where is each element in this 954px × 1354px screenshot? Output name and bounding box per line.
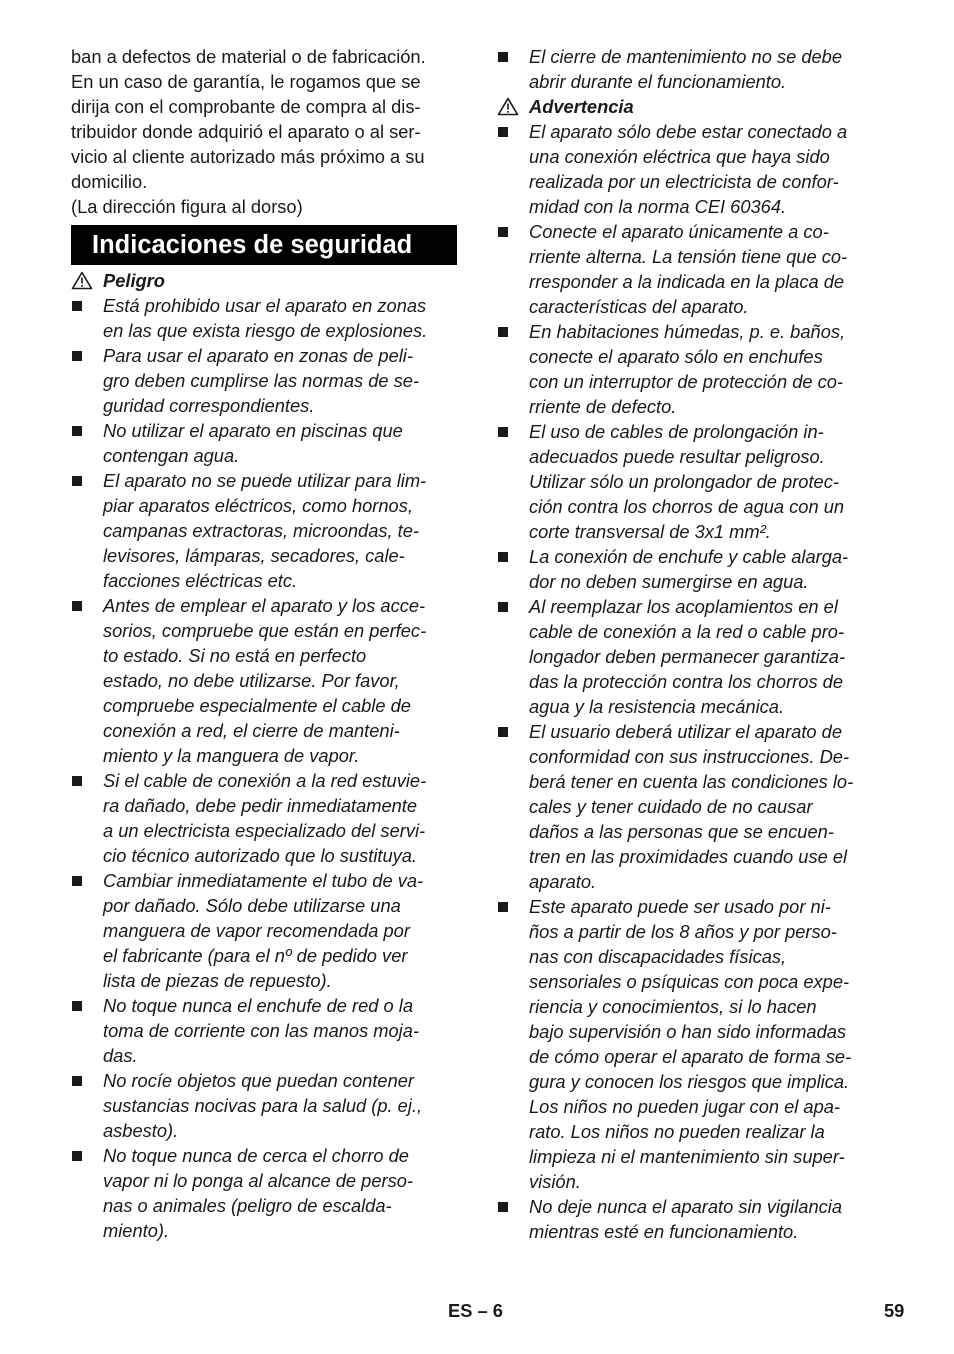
list-item-line: En habitaciones húmedas, p. e. baños, <box>529 321 846 342</box>
list-item-line: nas con discapacidades físicas, <box>529 946 787 967</box>
list-item <box>71 343 461 418</box>
list-item-line: rriente alterna. La tensión tiene que co- <box>529 246 848 267</box>
list-item-line: abrir durante el funcionamiento. <box>529 71 787 92</box>
list-item <box>71 293 461 343</box>
list-item-line: el fabricante (para el nº de pedido ver <box>103 945 408 966</box>
list-item-line: corte transversal de 3x1 mm². <box>529 521 771 542</box>
list-item-line: guridad correspondientes. <box>103 395 315 416</box>
list-item-line: rato. Los niños no pueden realizar la <box>529 1121 825 1142</box>
warning-triangle-icon <box>71 271 93 290</box>
list-item-line: mientras esté en funcionamiento. <box>529 1221 799 1242</box>
danger-list-continued <box>497 44 889 94</box>
list-item-line: No deje nunca el aparato sin vigilancia <box>529 1196 843 1217</box>
list-item <box>497 894 889 1194</box>
list-item-line: to estado. Si no está en perfecto <box>103 645 367 666</box>
bullet-square-icon <box>72 426 82 436</box>
bullet-square-icon <box>72 351 82 361</box>
list-item-line: das. <box>103 1045 138 1066</box>
list-item-line: gro deben cumplirse las normas de se- <box>103 370 420 391</box>
section-heading: Indicaciones de seguridad <box>71 225 457 265</box>
list-item <box>497 219 889 319</box>
list-item-line: miento). <box>103 1220 170 1241</box>
warning-triangle-icon <box>497 97 519 116</box>
list-item-line: El aparato sólo debe estar conectado a <box>529 121 848 142</box>
list-item-line: El aparato no se puede utilizar para lim- <box>103 470 427 491</box>
bullet-square-icon <box>72 476 82 486</box>
list-item <box>71 468 461 593</box>
warranty-paragraph: ban a defectos de material o de fabricación. En un caso de garantía, le rogamos que se dirija con el comprobante de compra al dis- tribuidor donde adquirió el aparato o al ser- vicio al cliente autorizado más próximo a su domicilio. (La dirección figura al dorso) <box>71 46 426 217</box>
list-item-line: agua y la resistencia mecánica. <box>529 696 785 717</box>
list-item-line: El uso de cables de prolongación in- <box>529 421 824 442</box>
danger-label: Peligro <box>71 268 461 293</box>
list-item-line: características del aparato. <box>529 296 749 317</box>
bullet-square-icon <box>498 327 508 337</box>
list-item-line: contengan agua. <box>103 445 240 466</box>
list-item-line: berá tener en cuenta las condiciones lo- <box>529 771 854 792</box>
bullet-square-icon <box>72 876 82 886</box>
caution-list <box>497 119 889 1244</box>
bullet-square-icon <box>72 1076 82 1086</box>
list-item-line: piar aparatos eléctricos, como hornos, <box>103 495 413 516</box>
list-item <box>497 119 889 219</box>
right-column <box>497 44 889 1244</box>
bullet-square-icon <box>498 902 508 912</box>
list-item-line: Si el cable de conexión a la red estuvie- <box>103 770 427 791</box>
list-item-line: sorios, compruebe que están en perfec- <box>103 620 427 641</box>
section-page-label: ES – 6 <box>448 1300 503 1321</box>
list-item <box>497 44 889 94</box>
danger-list <box>71 293 461 1243</box>
list-item <box>497 544 889 594</box>
list-item-line: No toque nunca de cerca el chorro de <box>103 1145 409 1166</box>
list-item-line: campanas extractoras, microondas, te- <box>103 520 419 541</box>
bullet-square-icon <box>498 227 508 237</box>
list-item <box>71 1068 461 1143</box>
list-item-line: conecte el aparato sólo en enchufes <box>529 346 823 367</box>
list-item-line: midad con la norma CEI 60364. <box>529 196 787 217</box>
caution-label: Advertencia <box>497 94 889 119</box>
list-item <box>497 594 889 719</box>
bullet-square-icon <box>72 1001 82 1011</box>
list-item-line: adecuados puede resultar peligroso. <box>529 446 825 467</box>
list-item-line: daños a las personas que se encuen- <box>529 821 834 842</box>
list-item <box>71 1143 461 1243</box>
list-item <box>497 419 889 544</box>
list-item-line: dor no deben sumergirse en agua. <box>529 571 809 592</box>
bullet-square-icon <box>498 727 508 737</box>
list-item-line: por dañado. Sólo debe utilizarse una <box>103 895 401 916</box>
bullet-square-icon <box>498 1202 508 1212</box>
list-item-line: limpieza ni el mantenimiento sin super- <box>529 1146 845 1167</box>
list-item-line: estado, no debe utilizarse. Por favor, <box>103 670 400 691</box>
list-item-line: Este aparato puede ser usado por ni- <box>529 896 831 917</box>
list-item <box>497 1194 889 1244</box>
list-item-line: sustancias nocivas para la salud (p. ej., <box>103 1095 423 1116</box>
list-item-line: No rocíe objetos que puedan contener <box>103 1070 415 1091</box>
bullet-square-icon <box>72 601 82 611</box>
list-item-line: tren en las proximidades cuando use el <box>529 846 848 867</box>
list-item-line: Cambiar inmediatamente el tubo de va- <box>103 870 424 891</box>
bullet-square-icon <box>498 552 508 562</box>
list-item-line: de cómo operar el aparato de forma se- <box>529 1046 852 1067</box>
left-column <box>71 44 461 1243</box>
list-item-line: El usuario deberá utilizar el aparato de <box>529 721 843 742</box>
list-item <box>71 418 461 468</box>
bullet-square-icon <box>498 427 508 437</box>
list-item-line: con un interruptor de protección de co- <box>529 371 844 392</box>
list-item-line: compruebe especialmente el cable de <box>103 695 411 716</box>
list-item-line: Para usar el aparato en zonas de peli- <box>103 345 413 366</box>
bullet-square-icon <box>498 602 508 612</box>
list-item-line: levisores, lámparas, secadores, cale- <box>103 545 405 566</box>
list-item-line: cales y tener cuidado de no causar <box>529 796 813 817</box>
list-item-line: rresponder a la indicada en la placa de <box>529 271 845 292</box>
list-item-line: sensoriales o psíquicas con poca expe- <box>529 971 850 992</box>
list-item <box>71 868 461 993</box>
list-item-line: nas o animales (peligro de escalda- <box>103 1195 392 1216</box>
list-item-line: ción contra los chorros de agua con un <box>529 496 845 517</box>
list-item-line: conformidad con sus instrucciones. De- <box>529 746 850 767</box>
list-item-line: rriente de defecto. <box>529 396 677 417</box>
list-item-line: das la protección contra los chorros de <box>529 671 843 692</box>
list-item-line: aparato. <box>529 871 597 892</box>
list-item <box>71 768 461 868</box>
list-item-line: a un electricista especializado del servi- <box>103 820 426 841</box>
list-item-line: Antes de emplear el aparato y los acce- <box>103 595 426 616</box>
page-number: 59 <box>884 1300 905 1321</box>
list-item-line: una conexión eléctrica que haya sido <box>529 146 830 167</box>
list-item-line: Conecte el aparato únicamente a co- <box>529 221 829 242</box>
list-item-line: Está prohibido usar el aparato en zonas <box>103 295 427 316</box>
list-item-line: asbesto). <box>103 1120 179 1141</box>
list-item-line: Los niños no pueden jugar con el apa- <box>529 1096 841 1117</box>
list-item-line: cable de conexión a la red o cable pro- <box>529 621 845 642</box>
list-item-line: No toque nunca el enchufe de red o la <box>103 995 413 1016</box>
list-item-line: Al reemplazar los acoplamientos en el <box>529 596 838 617</box>
list-item <box>497 719 889 894</box>
list-item <box>71 593 461 768</box>
list-item-line: longador deben permanecer garantiza- <box>529 646 846 667</box>
list-item-line: visión. <box>529 1171 581 1192</box>
list-item-line: cio técnico autorizado que lo sustituya. <box>103 845 418 866</box>
bullet-square-icon <box>498 52 508 62</box>
list-item-line: El cierre de mantenimiento no se debe <box>529 46 842 67</box>
list-item-line: gura y conocen los riesgos que implica. <box>529 1071 850 1092</box>
list-item-line: facciones eléctricas etc. <box>103 570 298 591</box>
list-item-line: realizada por un electricista de confor- <box>529 171 839 192</box>
bullet-square-icon <box>72 1151 82 1161</box>
list-item-line: en las que exista riesgo de explosiones. <box>103 320 428 341</box>
bullet-square-icon <box>498 127 508 137</box>
list-item-line: manguera de vapor recomendada por <box>103 920 410 941</box>
list-item-line: miento y la manguera de vapor. <box>103 745 360 766</box>
bullet-square-icon <box>72 301 82 311</box>
list-item-line: ños a partir de los 8 años y por perso- <box>529 921 837 942</box>
list-item <box>71 993 461 1068</box>
list-item <box>497 319 889 419</box>
list-item-line: riencia y conocimientos, si lo hacen <box>529 996 817 1017</box>
list-item-line: vapor ni lo ponga al alcance de perso- <box>103 1170 413 1191</box>
list-item-line: La conexión de enchufe y cable alarga- <box>529 546 849 567</box>
list-item-line: toma de corriente con las manos moja- <box>103 1020 420 1041</box>
list-item-line: ra dañado, debe pedir inmediatamente <box>103 795 418 816</box>
list-item-line: conexión a red, el cierre de manteni- <box>103 720 400 741</box>
list-item-line: Utilizar sólo un prolongador de protec- <box>529 471 839 492</box>
list-item-line: No utilizar el aparato en piscinas que <box>103 420 403 441</box>
bullet-square-icon <box>72 776 82 786</box>
list-item-line: lista de piezas de repuesto). <box>103 970 332 991</box>
list-item-line: bajo supervisión o han sido informadas <box>529 1021 847 1042</box>
